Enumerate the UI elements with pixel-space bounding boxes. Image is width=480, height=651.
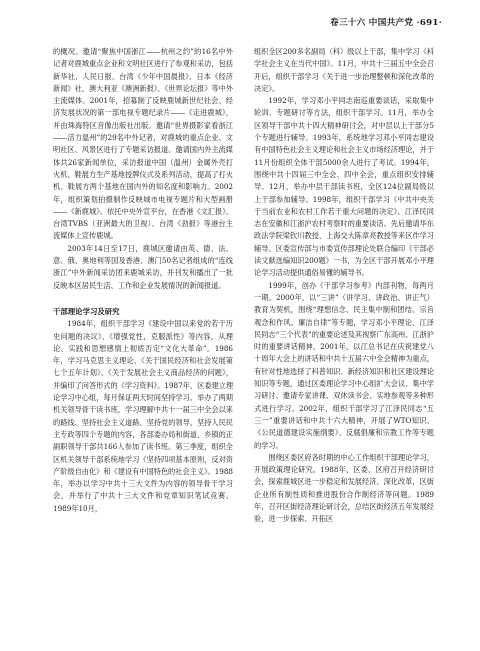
paragraph: 2003年14日至17日，鹿城区邀请由英、德、法、意、俄、奥地利等国及香港、澳门50名记者组成的“连线浙江”中外新闻采访团来鹿城采访，并刊发和播出了一批反映本区居民生活、工作和企业发展情况的新闻报道。 [53,243,233,290]
paragraph: 1992年，学习邓小平同志南巡重要谈话，采取集中轮训、专题研讨等方法，组织干部学习。11月，举办全区领导干部中共十四大精神研讨会，对中层以上干部分5个专题进行辅导。1993年，系统地学习邓小平同志建设有中国特色社会主义理论和社会主义市场经济理论，并于11月份组织全体干部5000余人进行了考试。1994年，围绕中共十四届三中全会、四中全会，重点组织安排辅导。12月，举办中层干部读书班，全区124位副局级以上干部参加辅导。1998年，组织干部学习《中共中央关于当前农业和农村工作若干重大问题的决定》、江泽民同志在安徽和江浙沪农村考察时的重要谈话。先后邀请华东政法学院梁钦川教授、上海交大陈章亮教授等来区作学习辅导。区委宣传部与市委宣传部理论处联合编印《干部必读文献选编知识200题》一书，为全区干部开展邓小平理论学习活动提供通俗易懂的辅导书。 [254,96,434,278]
paragraph: 1984年，组织干部学习《建设中国以来党的若干历史问题的决议》、《增强党性，克服派性》等内容，从理论、实践和思想感情上彻底否定“文化大革命”。1986年，学习马克思主义理论、《关于国民经济和社会发展第七个五年计划》、《关于发展社会主义商品经济的问题》，并编印了问答形式的《学习资料》。1987年，区委建立理论学习中心组，每月保证两天时间坚持学习。举办了两期机关领导骨干读书班，学习理解中共十一届三中全会以来的路线、坚持社会主义道路、坚持党的领导、坚持人民民主专政等四个专题的内容，各部委办局和街道、乡镇的正副职领导干部共166人参加了读书班。第三季度，组织全区机关领导干部系统地学习《坚持四项基本原则，反对资产阶级自由化》和《建设有中国特色的社会主义》。1988年，举办以学习中共十三大文件为内容的领导骨干学习会，并举行了中共十三大文件和党章知识笔试竞赛。1989年10月， [53,319,234,513]
paragraph: 组织全区200多名副局（科）级以上干部，集中学习《科学社会主义在当代中国》。11月，中共十三届五中全会召开后，组织干部学习《关于进一步治理整顿和深化改革的决定》。 [254,47,434,93]
section-gap [53,292,233,306]
paragraph: 围绕区委区府各时期的中心工作组织干部理论学习，开展政策理论研究。1988年，区委、区府召开经济研讨会，探索鹿城区进一步稳定和发展经济、深化改革，区街企业所有制性质和推进股份合作制经济等问题。1989年，召开区街经济理论研讨会，总结区街经济五年发展经验，进一步探索、开拓区 [254,452,434,524]
paragraph: 的概况。邀请“聚焦中国浙江——杭州之约”的16名中外记者对鹿城重点企业和文明社区进行了参观和采访，包括新华社、人民日报、台湾《少年中国晨报》、日本《经济新闻》社、澳大利亚《澳洲新报》、《世界论坛报》等中外主流媒体。2001年，招募制了反映鹿城新世纪社会、经济发展状况的第一部电视专题纪录片——《走进鹿城》，并由珠海特区音像出版社出版。邀请“世界摄影家看浙江——活力温州”的29名中外记者，对鹿城的重点企业、文明社区、风景区进行了专题采访报道。邀请国内外主流媒体共26家新闻单位，采访报道中国（温州）金属外壳打火机、鞋展方生产基地授牌仪式及系列活动，提高了打火机、鞋展方两个基地在国内外的知名度和影响力。2002年，组织策划拍摄制作反映城市电视专题片和大型画册——《新鹿城》。依托中央外宣平台，在香港《文汇报》、台湾TVBS（亚洲最大的卫视）、台湾《劲报》等港台主流媒体上宣传鹿城。 [53,47,233,241]
paragraph: 1999年，创办《干部学习参考》内部刊物，每两月一期。2000年，以“三讲”（讲学习、讲政治、讲正气）教育为契机，围绕“理想信念、民主集中制和团结、宗旨观念和作风、廉洁自律”等专题，学习邓小平理论、江泽民同志“三个代表”的重要论述及其视察广东高州、江浙沪时的重要讲话精神。2001年，以江总书记在庆祝建党八十周年大会上的讲话和中共十五届六中全会精神为重点，有针对性地选择了科普知识、新经济知识和社区建设理论知识等专题，通过区委理论学习中心组扩大会议、集中学习研讨、邀请专家讲课、双休读书会、实地参观等多种形式进行学习。2002年，组织干部学习了江泽民同志“五三一”重要讲话和中共十六大精神，开展了WTO知识、《公民道德建设实施纲要》、反腐倡廉和宗教工作等专题的学习。 [254,280,434,450]
running-header: 卷三十六 中国共产党 ·691· [329,18,442,28]
left-column [53,46,233,515]
right-column [254,46,434,526]
section-heading: 干部理论学习及研究 [53,306,120,316]
